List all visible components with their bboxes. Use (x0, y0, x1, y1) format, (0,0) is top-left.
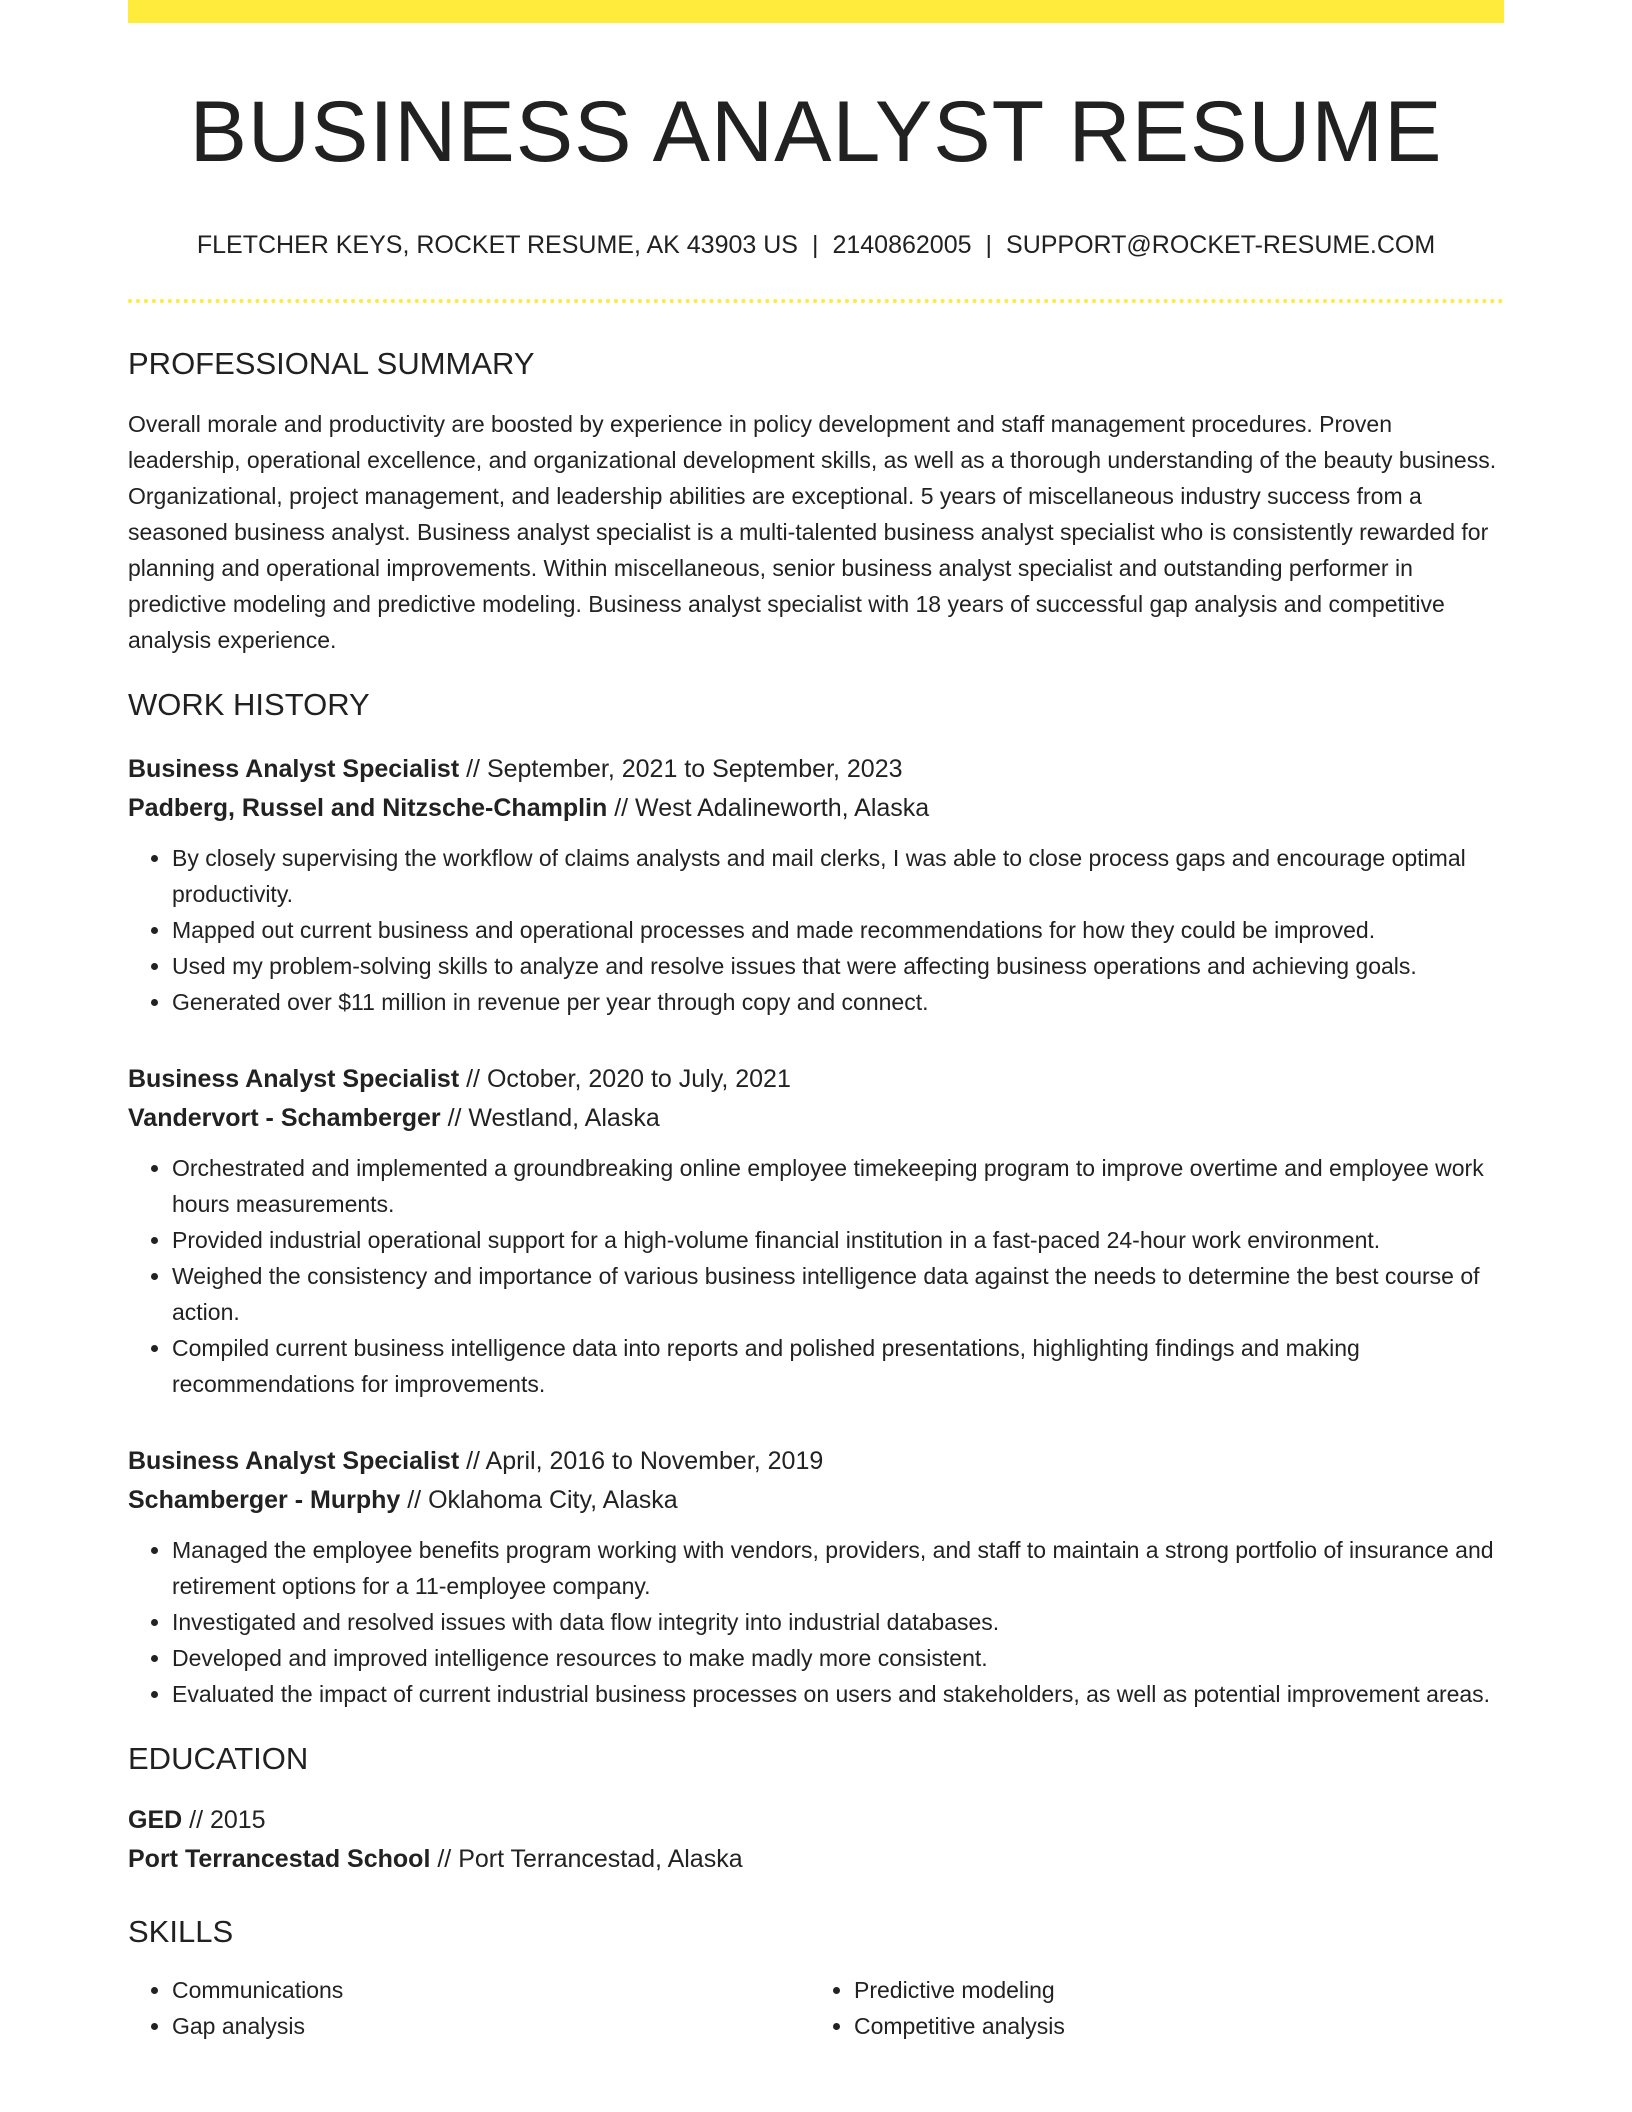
education-heading: EDUCATION (128, 1740, 309, 1776)
job-bullet: • Provided industrial operational support for a high-volume financial institution in a fast-paced 24-hour work environment. (172, 1222, 1504, 1258)
job-bullet: • Investigated and resolved issues with data flow integrity into industrial databases. (172, 1604, 1504, 1640)
job-company: Schamberger - Murphy (128, 1485, 401, 1514)
education-degree: GED (128, 1805, 183, 1834)
skills-column-right (812, 1972, 1494, 2044)
job-entry (128, 1060, 1504, 1402)
education-school: Port Terrancestad School (128, 1844, 431, 1873)
job-bullet: • Used my problem-solving skills to analyze and resolve issues that were affecting business operations and achieving goals. (172, 948, 1504, 984)
education-degree-line (128, 1801, 1504, 1840)
job-company-line (128, 1481, 1504, 1520)
skill-item: • Competitive analysis (854, 2008, 1494, 2044)
job-location: // Oklahoma City, Alaska (400, 1485, 678, 1514)
job-bullet: • Managed the employee benefits program working with vendors, providers, and staff to maintain a strong portfolio of insurance and retirement options for a 11-employee company. (172, 1532, 1504, 1604)
work-history-heading: WORK HISTORY (128, 687, 370, 723)
skill-item: • Gap analysis (172, 2008, 812, 2044)
skills-column-left (128, 1972, 812, 2044)
job-bullet: • Mapped out current business and operational processes and made recommendations for how they could be improved. (172, 912, 1504, 948)
skills-list (128, 1972, 1504, 2044)
job-dates: // October, 2020 to July, 2021 (459, 1064, 791, 1093)
education-entry (128, 1801, 1504, 1879)
contact-email: SUPPORT@ROCKET-RESUME.COM (1006, 231, 1436, 260)
job-dates: // September, 2021 to September, 2023 (459, 754, 903, 783)
job-bullet: • Developed and improved intelligence resources to make madly more consistent. (172, 1640, 1504, 1676)
job-bullet: • Compiled current business intelligence data into reports and polished presentations, highlighting findings and making recommendations for improvements. (172, 1330, 1504, 1402)
job-title-line (128, 1060, 1504, 1099)
job-bullets (128, 840, 1504, 1020)
job-bullet: • Weighed the consistency and importance of various business intelligence data against the needs to determine the best course of action. (172, 1258, 1504, 1330)
job-bullets (128, 1150, 1504, 1402)
job-bullet: • Orchestrated and implemented a groundbreaking online employee timekeeping program to improve overtime and employee work hours measurements. (172, 1150, 1504, 1222)
job-company: Vandervort - Schamberger (128, 1103, 441, 1132)
job-dates: // April, 2016 to November, 2019 (459, 1446, 824, 1475)
job-entry (128, 1442, 1504, 1712)
job-location: // West Adalineworth, Alaska (607, 793, 930, 822)
job-company-line (128, 789, 1504, 828)
job-title-line (128, 750, 1504, 789)
job-bullet: • Generated over $11 million in revenue per year through copy and connect. (172, 984, 1504, 1020)
education-year: // 2015 (182, 1805, 266, 1834)
job-title: Business Analyst Specialist (128, 754, 460, 783)
job-company-line (128, 1099, 1504, 1138)
resume-page (128, 0, 1504, 2044)
skill-item: • Communications (172, 1972, 812, 2008)
dotted-divider (128, 299, 1504, 303)
job-bullets (128, 1532, 1504, 1712)
job-title: Business Analyst Specialist (128, 1446, 460, 1475)
job-bullet: • By closely supervising the workflow of claims analysts and mail clerks, I was able to close process gaps and encourage optimal productivity. (172, 840, 1504, 912)
summary-text: Overall morale and productivity are boosted by experience in policy development and staff management procedures. Proven leadership, operational excellence, and organizational development skills, as well as a thorough understanding of the beauty business. Organizational, project management, and leadership abilities are exceptional. 5 years of miscellaneous industry success from a seasoned business analyst. Business analyst specialist is a multi-talented business analyst specialist who is consistently rewarded for planning and operational improvements. Within miscellaneous, senior business analyst specialist and outstanding performer in predictive modeling and predictive modeling. Business analyst specialist with 18 years of successful gap analysis and competitive analysis experience. (128, 411, 1497, 654)
job-company: Padberg, Russel and Nitzsche-Champlin (128, 793, 608, 822)
top-accent-bar (128, 0, 1504, 23)
job-title-line (128, 1442, 1504, 1481)
contact-line (128, 230, 1504, 260)
education-location: // Port Terrancestad, Alaska (430, 1844, 743, 1873)
job-location: // Westland, Alaska (440, 1103, 660, 1132)
summary-heading: PROFESSIONAL SUMMARY (128, 346, 535, 382)
job-entry (128, 750, 1504, 1020)
contact-phone: 2140862005 (832, 231, 972, 260)
skills-heading: SKILLS (128, 1913, 234, 1949)
contact-address: FLETCHER KEYS, ROCKET RESUME, AK 43903 US (196, 231, 798, 260)
job-bullet: • Evaluated the impact of current industrial business processes on users and stakeholders, as well as potential improvement areas. (172, 1676, 1504, 1712)
skill-item: • Predictive modeling (854, 1972, 1494, 2008)
contact-separator: | (811, 231, 819, 260)
job-title: Business Analyst Specialist (128, 1064, 460, 1093)
contact-separator: | (985, 231, 993, 260)
resume-title: BUSINESS ANALYST RESUME (189, 84, 1443, 180)
education-school-line (128, 1840, 1504, 1879)
